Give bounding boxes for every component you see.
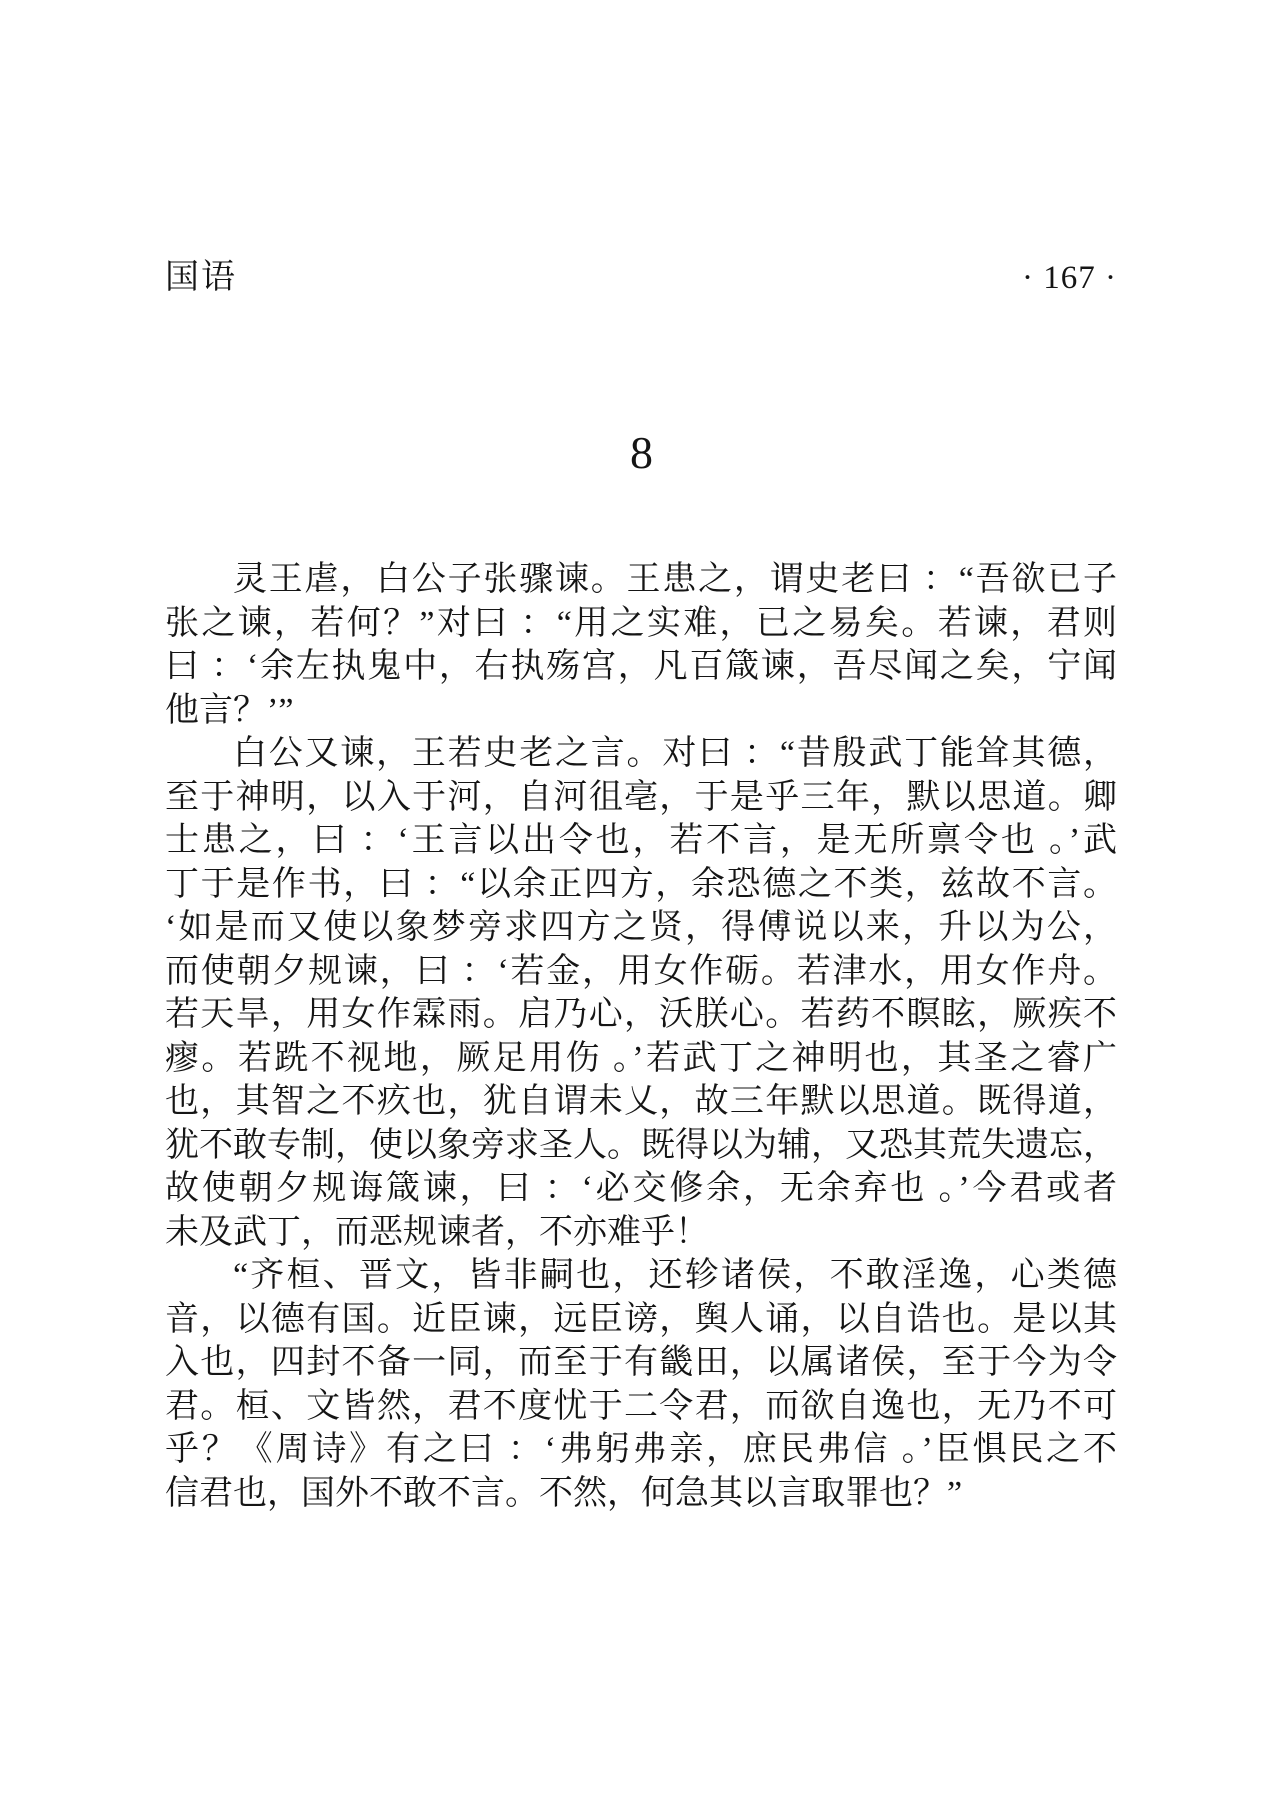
text-line: 瘳。若跣不视地，厥足用伤 。’若武丁之神明也，其圣之睿广: [165, 1039, 1117, 1077]
text-line: 他言？’”: [165, 691, 294, 729]
running-header: [165, 258, 1117, 299]
text-line: 君。桓、文皆然，君不度忧于二令君，而欲自逸也，无乃不可: [165, 1387, 1117, 1425]
text-line: 白公又谏，王若史老之言。对曰 ：“昔殷武丁能耸其德，: [233, 735, 1117, 772]
paragraph: [165, 558, 1117, 732]
paragraph: [165, 732, 1117, 1254]
text-line: 也，其智之不疚也，犹自谓未乂，故三年默以思道。既得道，: [165, 1083, 1117, 1120]
text-line: 乎？《周诗》有之曰 ：‘弗躬弗亲，庶民弗信 。’臣惧民之不: [165, 1431, 1117, 1468]
text-line: 未及武丁，而恶规谏者，不亦难乎！: [165, 1213, 709, 1251]
paragraph: [165, 1254, 1117, 1515]
page-number: · 167 ·: [1022, 260, 1117, 296]
text-line: “齐桓、晋文，皆非嗣也，还轸诸侯，不敢淫逸，心类德: [233, 1257, 1117, 1294]
text-line: 张之谏，若何？”对曰 ：“用之实难，已之易矣。若谏，君则: [165, 604, 1117, 642]
text-line: 信君也，国外不敢不言。不然，何急其以言取罪也？”: [165, 1474, 963, 1512]
text-line: 入也，四封不备一同，而至于有畿田，以属诸侯，至于今为令: [165, 1344, 1117, 1381]
text-line: 故使朝夕规诲箴谏，曰 ：‘必交修余，无余弃也 。’今君或者: [165, 1170, 1117, 1207]
body-text: [165, 558, 1117, 1515]
text-line: 曰 ：‘余左执鬼中，右执殇宫，凡百箴谏，吾尽闻之矣，宁闻: [165, 648, 1117, 685]
text-line: 丁于是作书，曰 ：“以余正四方，余恐德之不类，兹故不言。: [165, 865, 1117, 903]
text-line: 若天旱，用女作霖雨。启乃心，沃朕心。若药不瞑眩，厥疾不: [165, 996, 1117, 1033]
text-line: 灵王虐，白公子张骤谏。王患之，谓史老曰 ：“吾欲已子: [233, 561, 1117, 598]
text-line: 音，以德有国。近臣谏，远臣谤，舆人诵，以自诰也。是以其: [165, 1300, 1117, 1338]
chapter-number: 8: [630, 427, 653, 478]
book-title: 国语: [165, 259, 237, 296]
text-line: 而使朝夕规谏，曰 ：‘若金，用女作砺。若津水，用女作舟。: [165, 952, 1117, 990]
text-line: 犹不敢专制，使以象旁求圣人。既得以为辅，又恐其荒失遗忘，: [165, 1126, 1117, 1164]
text-line: 至于神明，以入于河，自河徂亳，于是乎三年，默以思道。卿: [165, 778, 1117, 816]
text-line: ‘如是而又使以象梦旁求四方之贤，得傅说以来，升以为公，: [165, 909, 1117, 946]
text-line: 士患之，曰 ：‘王言以出令也，若不言，是无所禀令也 。’武: [165, 822, 1117, 859]
